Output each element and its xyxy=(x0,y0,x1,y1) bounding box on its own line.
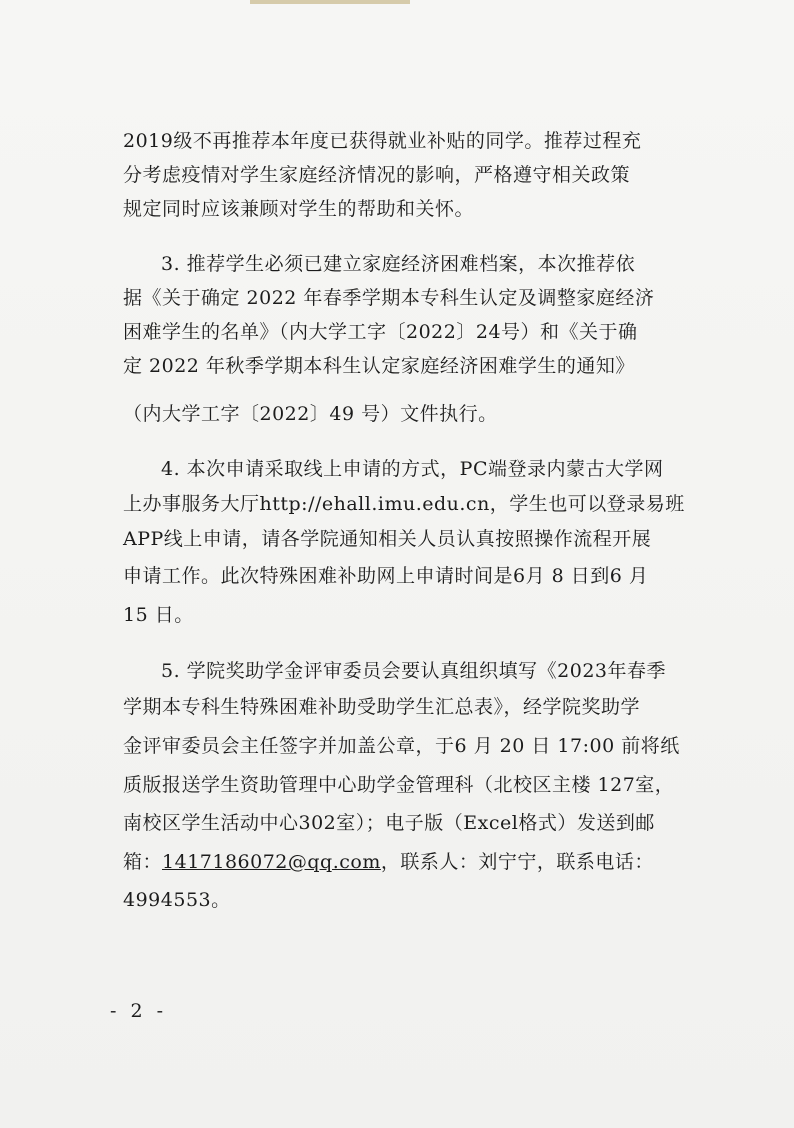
p3-line-3: 困难学生的名单》（内大学工字〔2022〕24号）和《关于确 xyxy=(123,321,638,343)
p5-line-2: 学期本专科生特殊困难补助受助学生汇总表》，经学院奖助学 xyxy=(123,696,641,718)
p1-line-3: 规定同时应该兼顾对学生的帮助和关怀。 xyxy=(123,198,475,220)
p5-line-4: 质版报送学生资助管理中心助学金管理科（北校区主楼 127室， xyxy=(123,774,675,796)
p3-line-1: 3. 推荐学生必须已建立家庭经济困难档案，本次推荐依 xyxy=(161,253,636,275)
p3-line-4: 定 2022 年秋季学期本科生认定家庭经济困难学生的通知》 xyxy=(123,355,635,377)
p4-line-1: 4. 本次申请采取线上申请的方式，PC端登录内蒙古大学网 xyxy=(161,458,664,480)
p4-line-2: 上办事服务大厅http://ehall.imu.edu.cn，学生也可以登录易班 xyxy=(123,493,685,515)
p5-line-1: 5. 学院奖助学金评审委员会要认真组织填写《2023年春季 xyxy=(161,660,667,682)
page-number: - 2 - xyxy=(110,1000,168,1022)
p1-line-2: 分考虑疫情对学生家庭经济情况的影响，严格遵守相关政策 xyxy=(123,164,631,186)
email-link[interactable]: 1417186072@qq.com xyxy=(162,851,381,873)
p1-line-1: 2019级不再推荐本年度已获得就业补贴的同学。推荐过程充 xyxy=(123,130,642,152)
contact-info: ，联系人：刘宁宁，联系电话： xyxy=(380,851,654,873)
p5-line-7: 4994553。 xyxy=(123,889,231,911)
p5-line-5: 南校区学生活动中心302室）；电子版（Excel格式）发送到邮 xyxy=(123,812,655,834)
binding-mark xyxy=(250,0,410,4)
p4-line-3: APP线上申请，请各学院通知相关人员认真按照操作流程开展 xyxy=(123,528,652,550)
email-prefix: 箱： xyxy=(123,851,163,873)
p3-line-2: 据《关于确定 2022 年春季学期本专科生认定及调整家庭经济 xyxy=(123,287,655,309)
p5-line-3: 金评审委员会主任签字并加盖公章，于6 月 20 日 17:00 前将纸 xyxy=(123,735,680,757)
p3-line-5: （内大学工字〔2022〕49 号）文件执行。 xyxy=(123,403,498,425)
p4-line-4: 申请工作。此次特殊困难补助网上申请时间是6月 8 日到6 月 xyxy=(123,565,649,587)
p4-line-5: 15 日。 xyxy=(123,604,194,626)
p5-line-6 xyxy=(123,849,654,875)
